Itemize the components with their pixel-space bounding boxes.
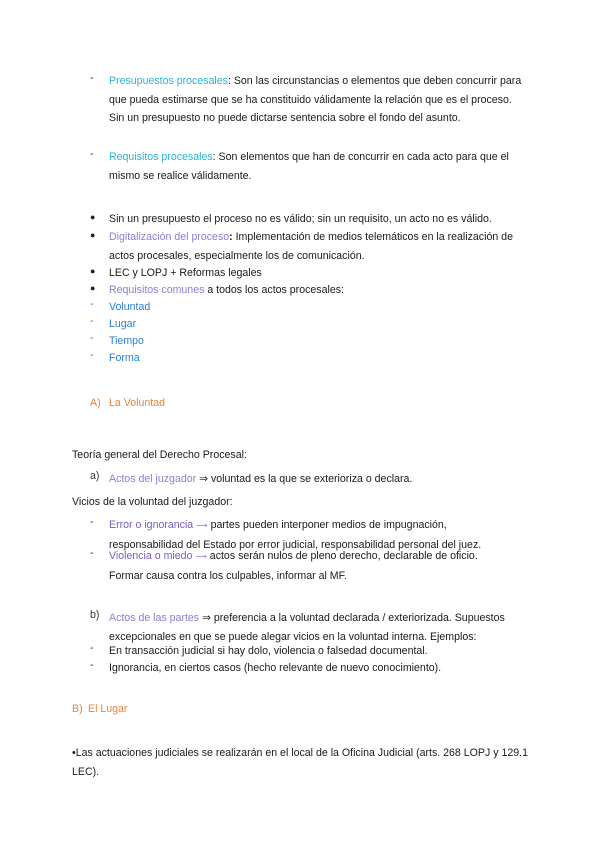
requisitos-paragraph [109,148,529,185]
presupuestos-text: Son las circunstancias o elementos que deben concurrir para que pueda estimarse que se ha constituido válidamente la relación que es el proceso. Sin un presupuesto no puede dictarse sentencia sobre el fondo del asunto. [109,75,522,124]
bullet-dot: ● [90,212,96,222]
ejemplo-item: Ignorancia, en ciertos casos (hecho relevante de nuevo conocimiento). [109,662,442,674]
presupuestos-paragraph [109,72,529,128]
arrow-icon: ⇒ [199,473,208,485]
heading-b-title: El Lugar [88,703,128,715]
dash-marker: - [90,72,94,84]
dash-marker: - [90,332,94,344]
actos-juzgador-term: Actos del juzgador [109,473,197,485]
colon: : [227,75,231,87]
lugar-paragraph: •Las actuaciones judiciales se realizarán en el local de la Oficina Judicial (arts. 268 LOPJ y 129.1 LEC). [72,747,528,778]
heading-b-letter: B) [72,703,83,715]
dash-marker: - [90,642,94,654]
ejemplo-item: En transacción judicial si hay dolo, violencia o falsedad documental. [109,645,428,657]
dash-marker: - [90,315,94,327]
teoria-line: Teoría general del Derecho Procesal: [72,449,247,461]
presupuestos-term: Presupuestos procesales [109,75,228,87]
bullet-item: LEC y LOPJ + Reformas legales [109,267,262,279]
requisito-forma: Forma [109,352,140,364]
bullet-dot: ● [90,283,96,293]
violencia-term: Violencia o miedo [109,550,193,562]
dash-marker: - [90,298,94,310]
requisitos-term: Requisitos procesales [109,151,213,163]
heading-a-title: La Voluntad [109,397,165,409]
item-a-text: voluntad es la que se exterioriza o declara. [208,473,413,485]
item-a [109,470,529,489]
squiggle-arrow-icon: ⟿ [196,521,208,530]
requisito-voluntad: Voluntad [109,301,151,313]
digitalizacion-text: Implementación de medios telemáticos en la realización de actos procesales, especialmente los de comunicación. [109,231,513,262]
bullet-item [109,281,529,300]
bullet-dot: ● [90,230,96,240]
colon: : [229,231,233,243]
dash-marker: - [90,547,94,559]
dash-marker: - [90,148,94,160]
requisitos-comunes-text: a todos los actos procesales: [204,284,344,296]
item-b [109,609,529,646]
item-a-letter: a) [90,470,100,482]
squiggle-arrow-icon: ⟿ [195,552,207,561]
bullet-dot: ● [90,266,96,276]
dash-marker: - [90,349,94,361]
requisitos-comunes-term: Requisitos comunes [109,284,205,296]
vicio-error-text: partes pueden interponer medios de impugnación, responsabilidad del Estado por error judicial, responsabilidad personal del juez. [109,519,482,551]
requisito-lugar: Lugar [109,318,137,330]
item-b-letter: b) [90,609,100,621]
vicio-violencia-text: actos serán nulos de pleno derecho, declarable de oficio. Formar causa contra los culpables, informar al MF. [109,550,478,582]
requisitos-text: Son elementos que han de concurrir en cada acto para que el mismo se realice válidamente. [109,151,509,182]
dash-marker: - [90,659,94,671]
dash-marker: - [90,516,94,528]
bullet-item [109,228,529,265]
requisito-tiempo: Tiempo [109,335,144,347]
arrow-icon: ⇒ [202,612,211,624]
bullet-item: Sin un presupuesto el proceso no es válido; sin un requisito, un acto no es válido. [109,213,492,225]
error-term: Error o ignorancia [109,519,194,531]
digitalizacion-term: Digitalización del proceso [109,231,230,243]
actos-partes-term: Actos de las partes [109,612,200,624]
vicios-line: Vicios de la voluntad del juzgador: [72,496,233,508]
heading-a-letter: A) [90,397,101,409]
item-b-text: preferencia a la voluntad declarada / exteriorizada. Supuestos excepcionales en que se puede alegar vicios en la voluntad interna. Ejemplos: [109,612,505,643]
vicio-violencia [109,547,509,585]
colon: : [212,151,216,163]
